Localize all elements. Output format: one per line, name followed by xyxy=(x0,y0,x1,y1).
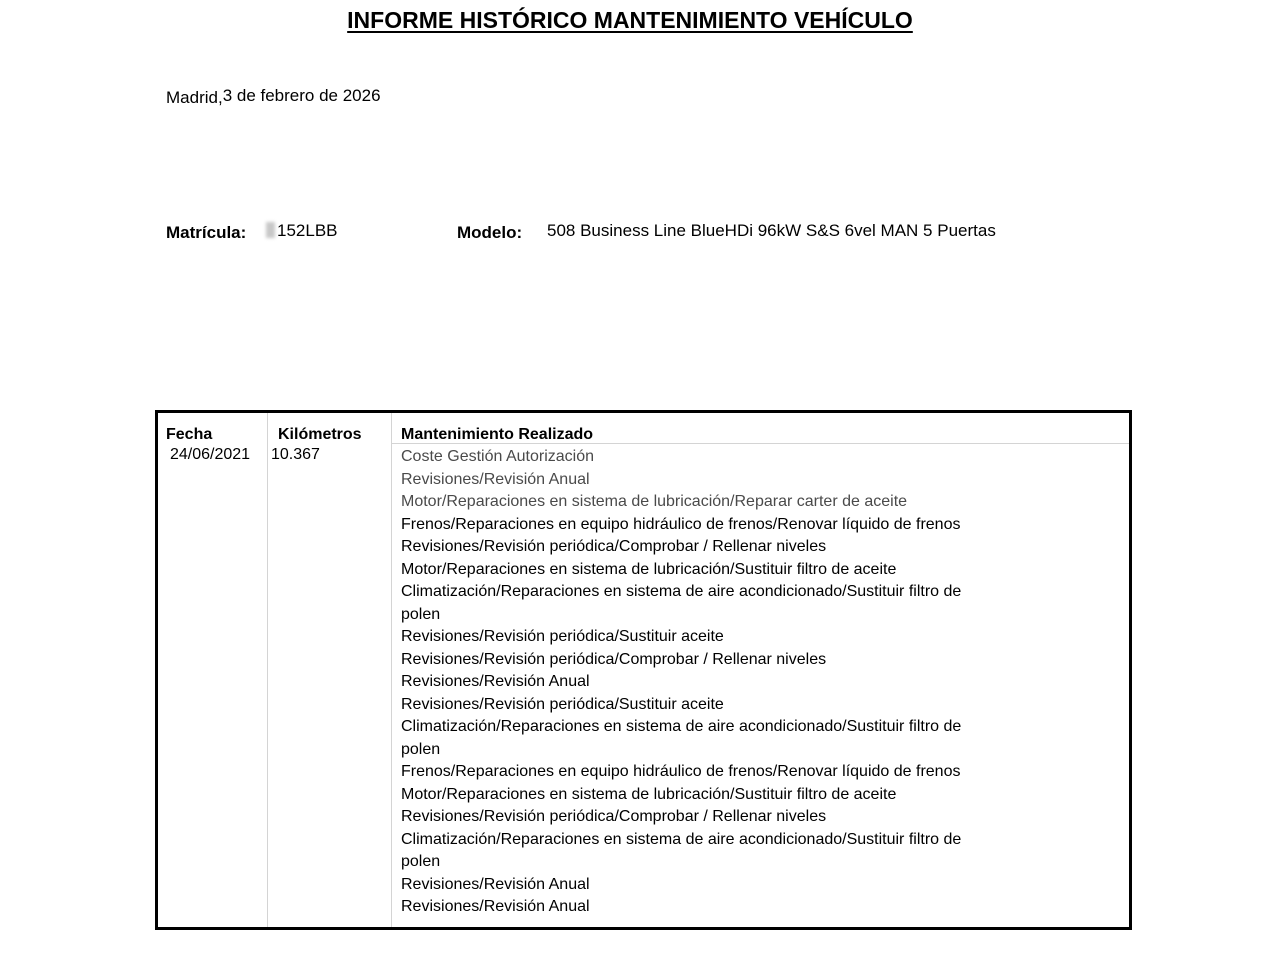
model-label: Modelo: xyxy=(457,223,523,242)
plate-label: Matrícula: xyxy=(166,223,247,242)
place-date xyxy=(166,86,381,106)
list-item: Revisiones/Revisión Anual xyxy=(401,898,590,915)
report-date: 3 de febrero de 2026 xyxy=(222,86,381,105)
list-item: Revisiones/Revisión periódica/Sustituir aceite xyxy=(401,628,724,645)
plate-value-field xyxy=(266,221,338,241)
header-date: Fecha xyxy=(166,426,213,443)
list-item: Climatización/Reparaciones en sistema de aire acondicionado/Sustituir filtro de xyxy=(401,583,962,600)
redacted-mark xyxy=(266,222,275,238)
header-km: Kilómetros xyxy=(278,426,362,443)
report-title: INFORME HISTÓRICO MANTENIMIENTO VEHÍCULO xyxy=(347,7,913,33)
list-item: Climatización/Reparaciones en sistema de aire acondicionado/Sustituir filtro de xyxy=(401,718,962,735)
list-item: Revisiones/Revisión Anual xyxy=(401,673,590,690)
model-value: 508 Business Line BlueHDi 96kW S&S 6vel MAN 5 Puertas xyxy=(547,221,996,240)
list-item: Revisiones/Revisión Anual xyxy=(401,470,590,488)
list-item: polen xyxy=(401,853,441,870)
list-item: polen xyxy=(401,605,441,623)
maintenance-list xyxy=(401,446,1001,919)
list-item: Revisiones/Revisión periódica/Comprobar / Rellenar niveles xyxy=(401,650,827,668)
list-item: Coste Gestión Autorización xyxy=(401,448,594,465)
list-item: Revisiones/Revisión Anual xyxy=(401,875,590,893)
column-divider xyxy=(391,413,392,927)
list-item: Revisiones/Revisión periódica/Comprobar / Rellenar niveles xyxy=(401,808,827,825)
header-maintenance: Mantenimiento Realizado xyxy=(401,426,594,443)
list-item: Revisiones/Revisión periódica/Comprobar / Rellenar niveles xyxy=(401,538,827,555)
list-item: Motor/Reparaciones en sistema de lubricación/Sustituir filtro de aceite xyxy=(401,560,897,578)
row-date: 24/06/2021 xyxy=(170,446,251,463)
list-item: Revisiones/Revisión periódica/Sustituir aceite xyxy=(401,695,724,713)
list-item: Motor/Reparaciones en sistema de lubricación/Reparar carter de aceite xyxy=(401,493,908,510)
list-item: polen xyxy=(401,740,441,758)
list-item: Frenos/Reparaciones en equipo hidráulico de frenos/Renovar líquido de frenos xyxy=(401,763,961,780)
list-item: Frenos/Reparaciones en equipo hidráulico de frenos/Renovar líquido de frenos xyxy=(401,515,961,533)
list-item: Motor/Reparaciones en sistema de lubricación/Sustituir filtro de aceite xyxy=(401,785,897,803)
list-item: Climatización/Reparaciones en sistema de aire acondicionado/Sustituir filtro de xyxy=(401,830,962,848)
report-place: Madrid, xyxy=(166,88,223,107)
row-km: 10.367 xyxy=(271,446,320,463)
column-divider xyxy=(267,413,268,927)
plate-value: 152LBB xyxy=(277,221,338,240)
maintenance-table xyxy=(155,410,1132,930)
